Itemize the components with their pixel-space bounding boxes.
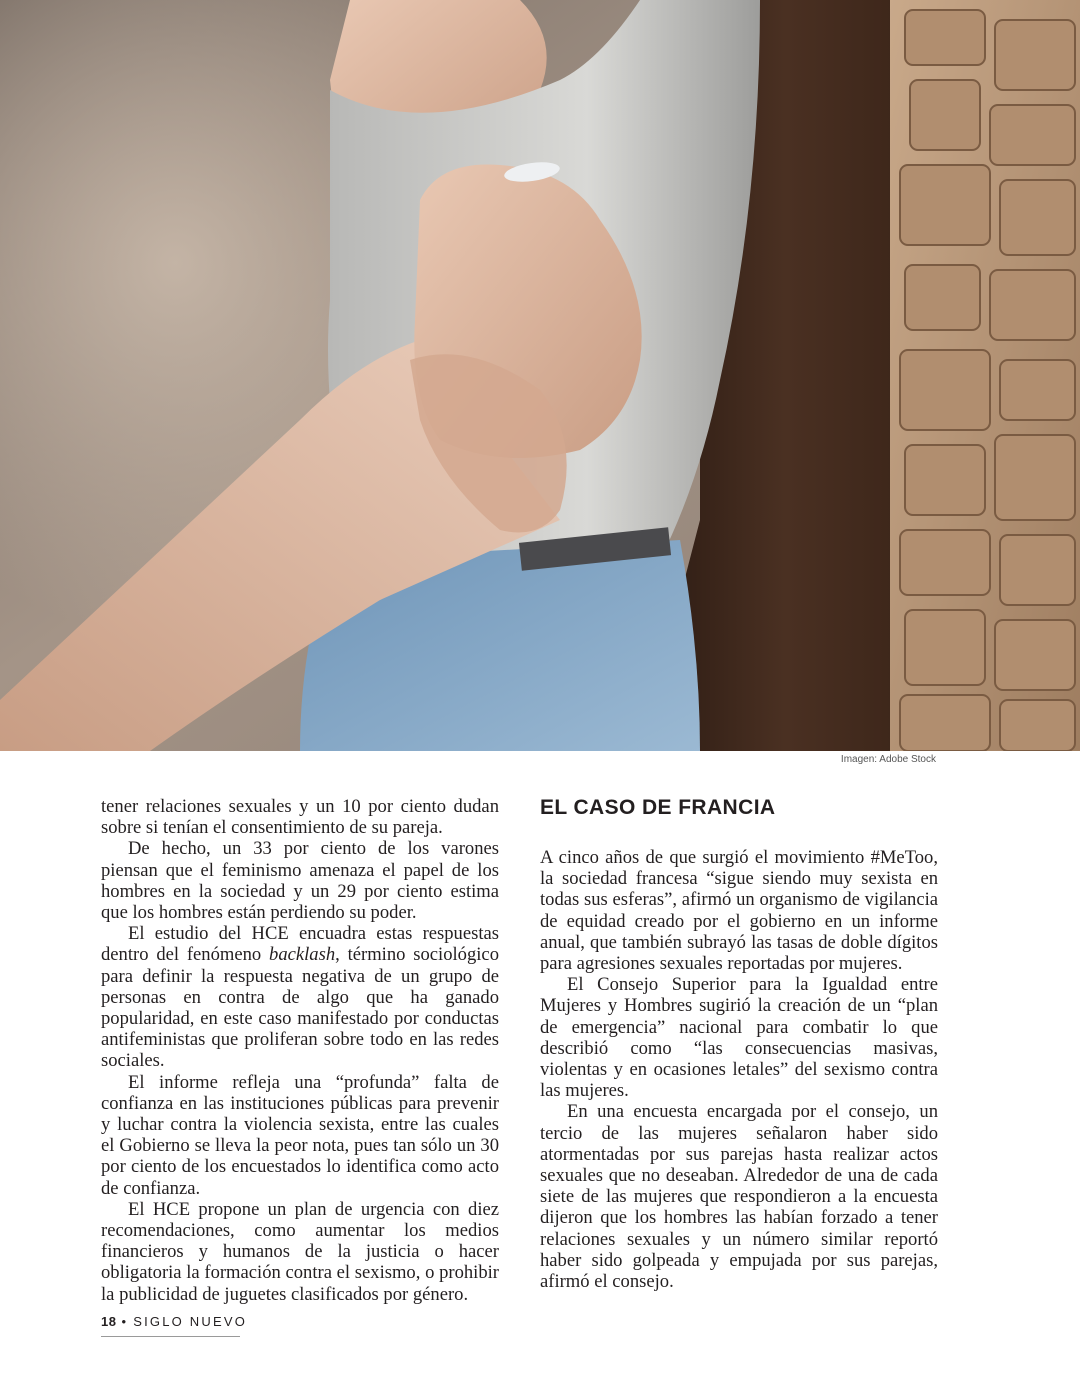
left-column [101, 796, 499, 1305]
page-number: 18 [101, 1314, 117, 1329]
paragraph [101, 923, 499, 1071]
italic-term: backlash [269, 944, 336, 966]
paragraph: De hecho, un 33 por ciento de los varones piensan que el feminismo amenaza el papel de los hombres en la sociedad y un 29 por ciento estima que los hombres están perdiendo su poder. [101, 838, 499, 924]
paragraph-text: El estudio del HCE encuadra estas respuestas dentro del fenómeno [101, 923, 499, 966]
publication-name: SIGLO NUEVO [133, 1314, 248, 1329]
page-folio [101, 1314, 247, 1329]
photo-credit: Imagen: Adobe Stock [840, 754, 936, 765]
paragraph: El informe refleja una “profunda” falta de confianza en las instituciones públicas para prevenir y luchar contra la violencia sexista, entre las cuales el Gobierno se lleva la peor nota, pues tan sólo un 30 por ciento de los encuestados lo identifica como acto de confianza. [101, 1071, 499, 1199]
folio-rule [101, 1336, 240, 1337]
paragraph: A cinco años de que surgió el movimiento #MeToo, la sociedad francesa “sigue siendo muy sexista en todas sus esferas”, afirmó un organismo de vigilancia de equidad creado por el gobierno en un informe anual, que también subrayó las tasas de doble dígitos para agresiones sexuales reportadas por mujeres. [540, 847, 938, 975]
folio-separator: • [121, 1314, 129, 1329]
paragraph: En una encuesta encargada por el consejo, un tercio de las mujeres señalaron haber sido atormentadas por sus parejas hasta realizar actos sexuales que no deseaban. Alrededor de una de cada siete de las mujeres que respondieron a la encuesta dijeron que los hombres las habían forzado a tener relaciones sexuales y un número similar reportó haber sido golpeada y empujada por sus parejas, afirmó el consejo. [540, 1101, 938, 1293]
paragraph: El Consejo Superior para la Igualdad entre Mujeres y Hombres sugirió la creación de un “plan de emergencia” nacional para combatir lo que describió como “las consecuencias masivas, violentas y en ocasiones letales” del sexismo contra las mujeres. [540, 974, 938, 1102]
section-heading: EL CASO DE FRANCIA [540, 796, 776, 819]
right-column [540, 796, 938, 1292]
paragraph-text: , término sociológico para definir la respuesta negativa de un grupo de personas en contra de algo que ha ganado popularidad, en este caso manifestado por conductas antifeministas que proliferan sobre todo en las redes sociales. [101, 944, 499, 1072]
paragraph: tener relaciones sexuales y un 10 por ciento dudan sobre si tenían el consentimiento de su pareja. [101, 796, 499, 839]
paragraph: El HCE propone un plan de urgencia con diez recomendaciones, como aumentar los medios financieros y humanos de la justicia o hacer obligatoria la formación contra el sexismo, o prohibir la publicidad de juguetes clasificados por género. [101, 1198, 499, 1305]
